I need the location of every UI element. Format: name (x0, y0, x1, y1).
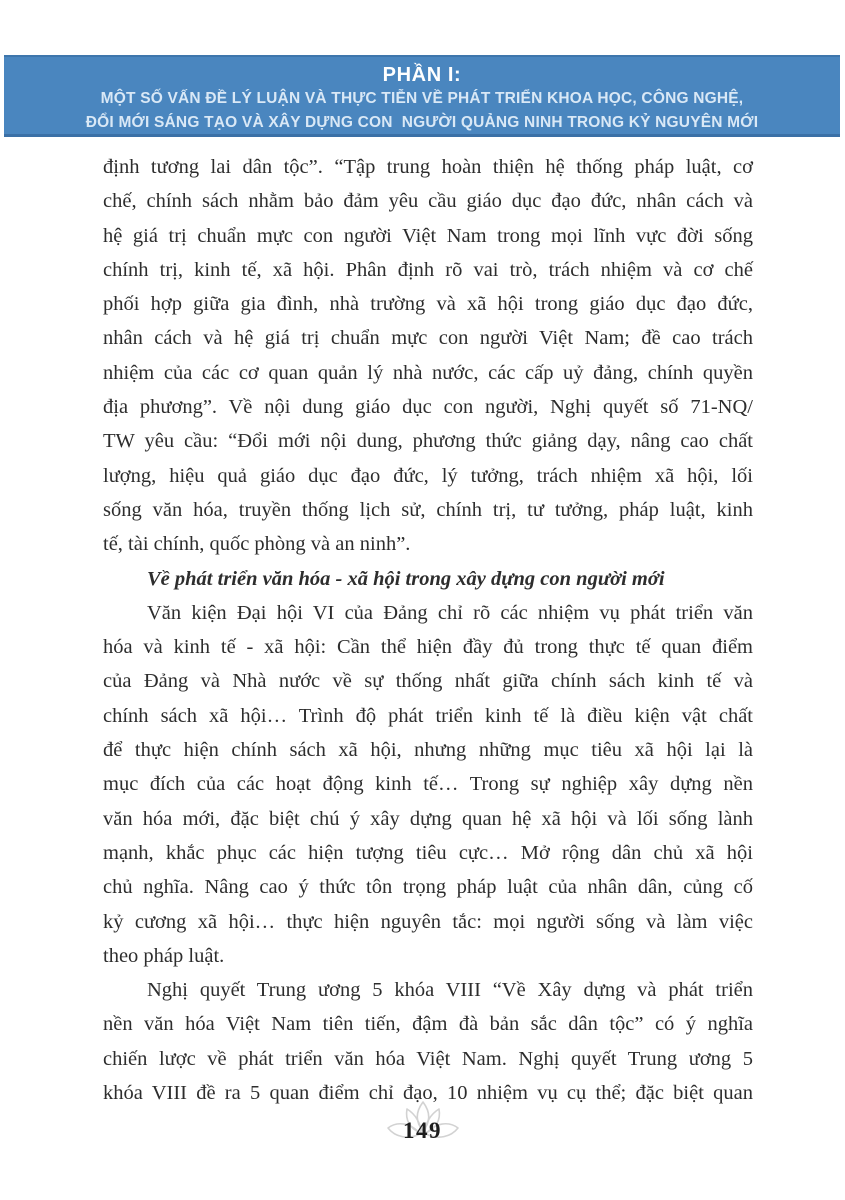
text-line: kỷ cương xã hội… thực hiện nguyên tắc: mọi người sống và làm việc (103, 910, 753, 933)
text-line: hóa và kinh tế - xã hội: Cần thể hiện đầy đủ trong thực tế quan điểm (103, 636, 753, 659)
text-line: sống văn hóa, truyền thống lịch sử, chính trị, tư tưởng, pháp luật, kinh (103, 498, 753, 521)
chapter-subtitle-line-1: MỘT SỐ VẤN ĐỀ LÝ LUẬN VÀ THỰC TIỄN VỀ PHÁT TRIỂN KHOA HỌC, CÔNG NGHỆ, (100, 90, 744, 107)
page-number: 149 (403, 1118, 442, 1143)
text-line: địa phương”. Về nội dung giáo dục con người, Nghị quyết số 71-NQ/ (103, 396, 753, 419)
part-label: PHẦN I: (382, 64, 462, 86)
text-line: chế, chính sách nhằm bảo đảm yêu cầu giáo dục đạo đức, nhân cách và (103, 190, 753, 213)
text-line: mục đích của các hoạt động kinh tế… Trong sự nghiệp xây dựng nền (103, 773, 753, 796)
text-line: chính trị, kinh tế, xã hội. Phân định rõ vai trò, trách nhiệm và cơ chế (103, 258, 753, 281)
paragraph-van-kien (103, 596, 753, 973)
text-line: phối hợp giữa gia đình, nhà trường và xã hội trong giáo dục đạo đức, (103, 293, 753, 316)
text-line: mạnh, khắc phục các hiện tượng tiêu cực… Mở rộng dân chủ xã hội (103, 841, 753, 864)
text-line: nhiệm của các cơ quan quản lý nhà nước, các cấp uỷ đảng, chính quyền (103, 361, 753, 384)
text-line: hệ giá trị chuẩn mực con người Việt Nam trong mọi lĩnh vực đời sống (103, 224, 753, 247)
chapter-header-banner (4, 55, 840, 137)
text-line: chiến lược về phát triển văn hóa Việt Nam. Nghị quyết Trung ương 5 (103, 1047, 753, 1070)
text-line: để thực hiện chính sách xã hội, nhưng những mục tiêu xã hội lại là (103, 739, 753, 762)
text-line: văn hóa mới, đặc biệt chú ý xây dựng quan hệ xã hội và lối sống lành (103, 807, 753, 830)
chapter-subtitle-line-2: ĐỔI MỚI SÁNG TẠO VÀ XÂY DỰNG CON NGƯỜI QUẢNG NINH TRONG KỶ NGUYÊN MỚI (85, 114, 759, 131)
text-line: theo pháp luật. (103, 944, 225, 967)
text-line: lượng, hiệu quả giáo dục đạo đức, lý tưởng, trách nhiệm xã hội, lối (103, 464, 753, 487)
paragraph-nghi-quyet (103, 973, 753, 1110)
paragraph-continuation (103, 150, 753, 562)
text-line: định tương lai dân tộc”. “Tập trung hoàn thiện hệ thống pháp luật, cơ (103, 156, 753, 178)
text-line: chủ nghĩa. Nâng cao ý thức tôn trọng pháp luật của nhân dân, củng cố (103, 876, 753, 899)
page-body-text (103, 150, 753, 1110)
text-line: của Đảng và Nhà nước về sự thống nhất giữa chính sách kinh tế và (103, 670, 753, 693)
text-line: nền văn hóa Việt Nam tiên tiến, đậm đà bản sắc dân tộc” có ý nghĩa (103, 1013, 753, 1036)
text-line: khóa VIII đề ra 5 quan điểm chỉ đạo, 10 nhiệm vụ cụ thể; đặc biệt quan (103, 1082, 753, 1105)
section-heading: Về phát triển văn hóa - xã hội trong xây dựng con người mới (147, 567, 665, 590)
text-line: TW yêu cầu: “Đổi mới nội dung, phương thức giảng dạy, nâng cao chất (103, 430, 753, 453)
text-line: Nghị quyết Trung ương 5 khóa VIII “Về Xây dựng và phát triển (147, 979, 753, 1002)
text-line: tế, tài chính, quốc phòng và an ninh”. (103, 533, 411, 556)
text-line: Văn kiện Đại hội VI của Đảng chỉ rõ các nhiệm vụ phát triển văn (147, 601, 753, 624)
text-line: chính sách xã hội… Trình độ phát triển kinh tế là điều kiện vật chất (103, 704, 753, 727)
text-line: nhân cách và hệ giá trị chuẩn mực con người Việt Nam; đề cao trách (103, 327, 753, 350)
